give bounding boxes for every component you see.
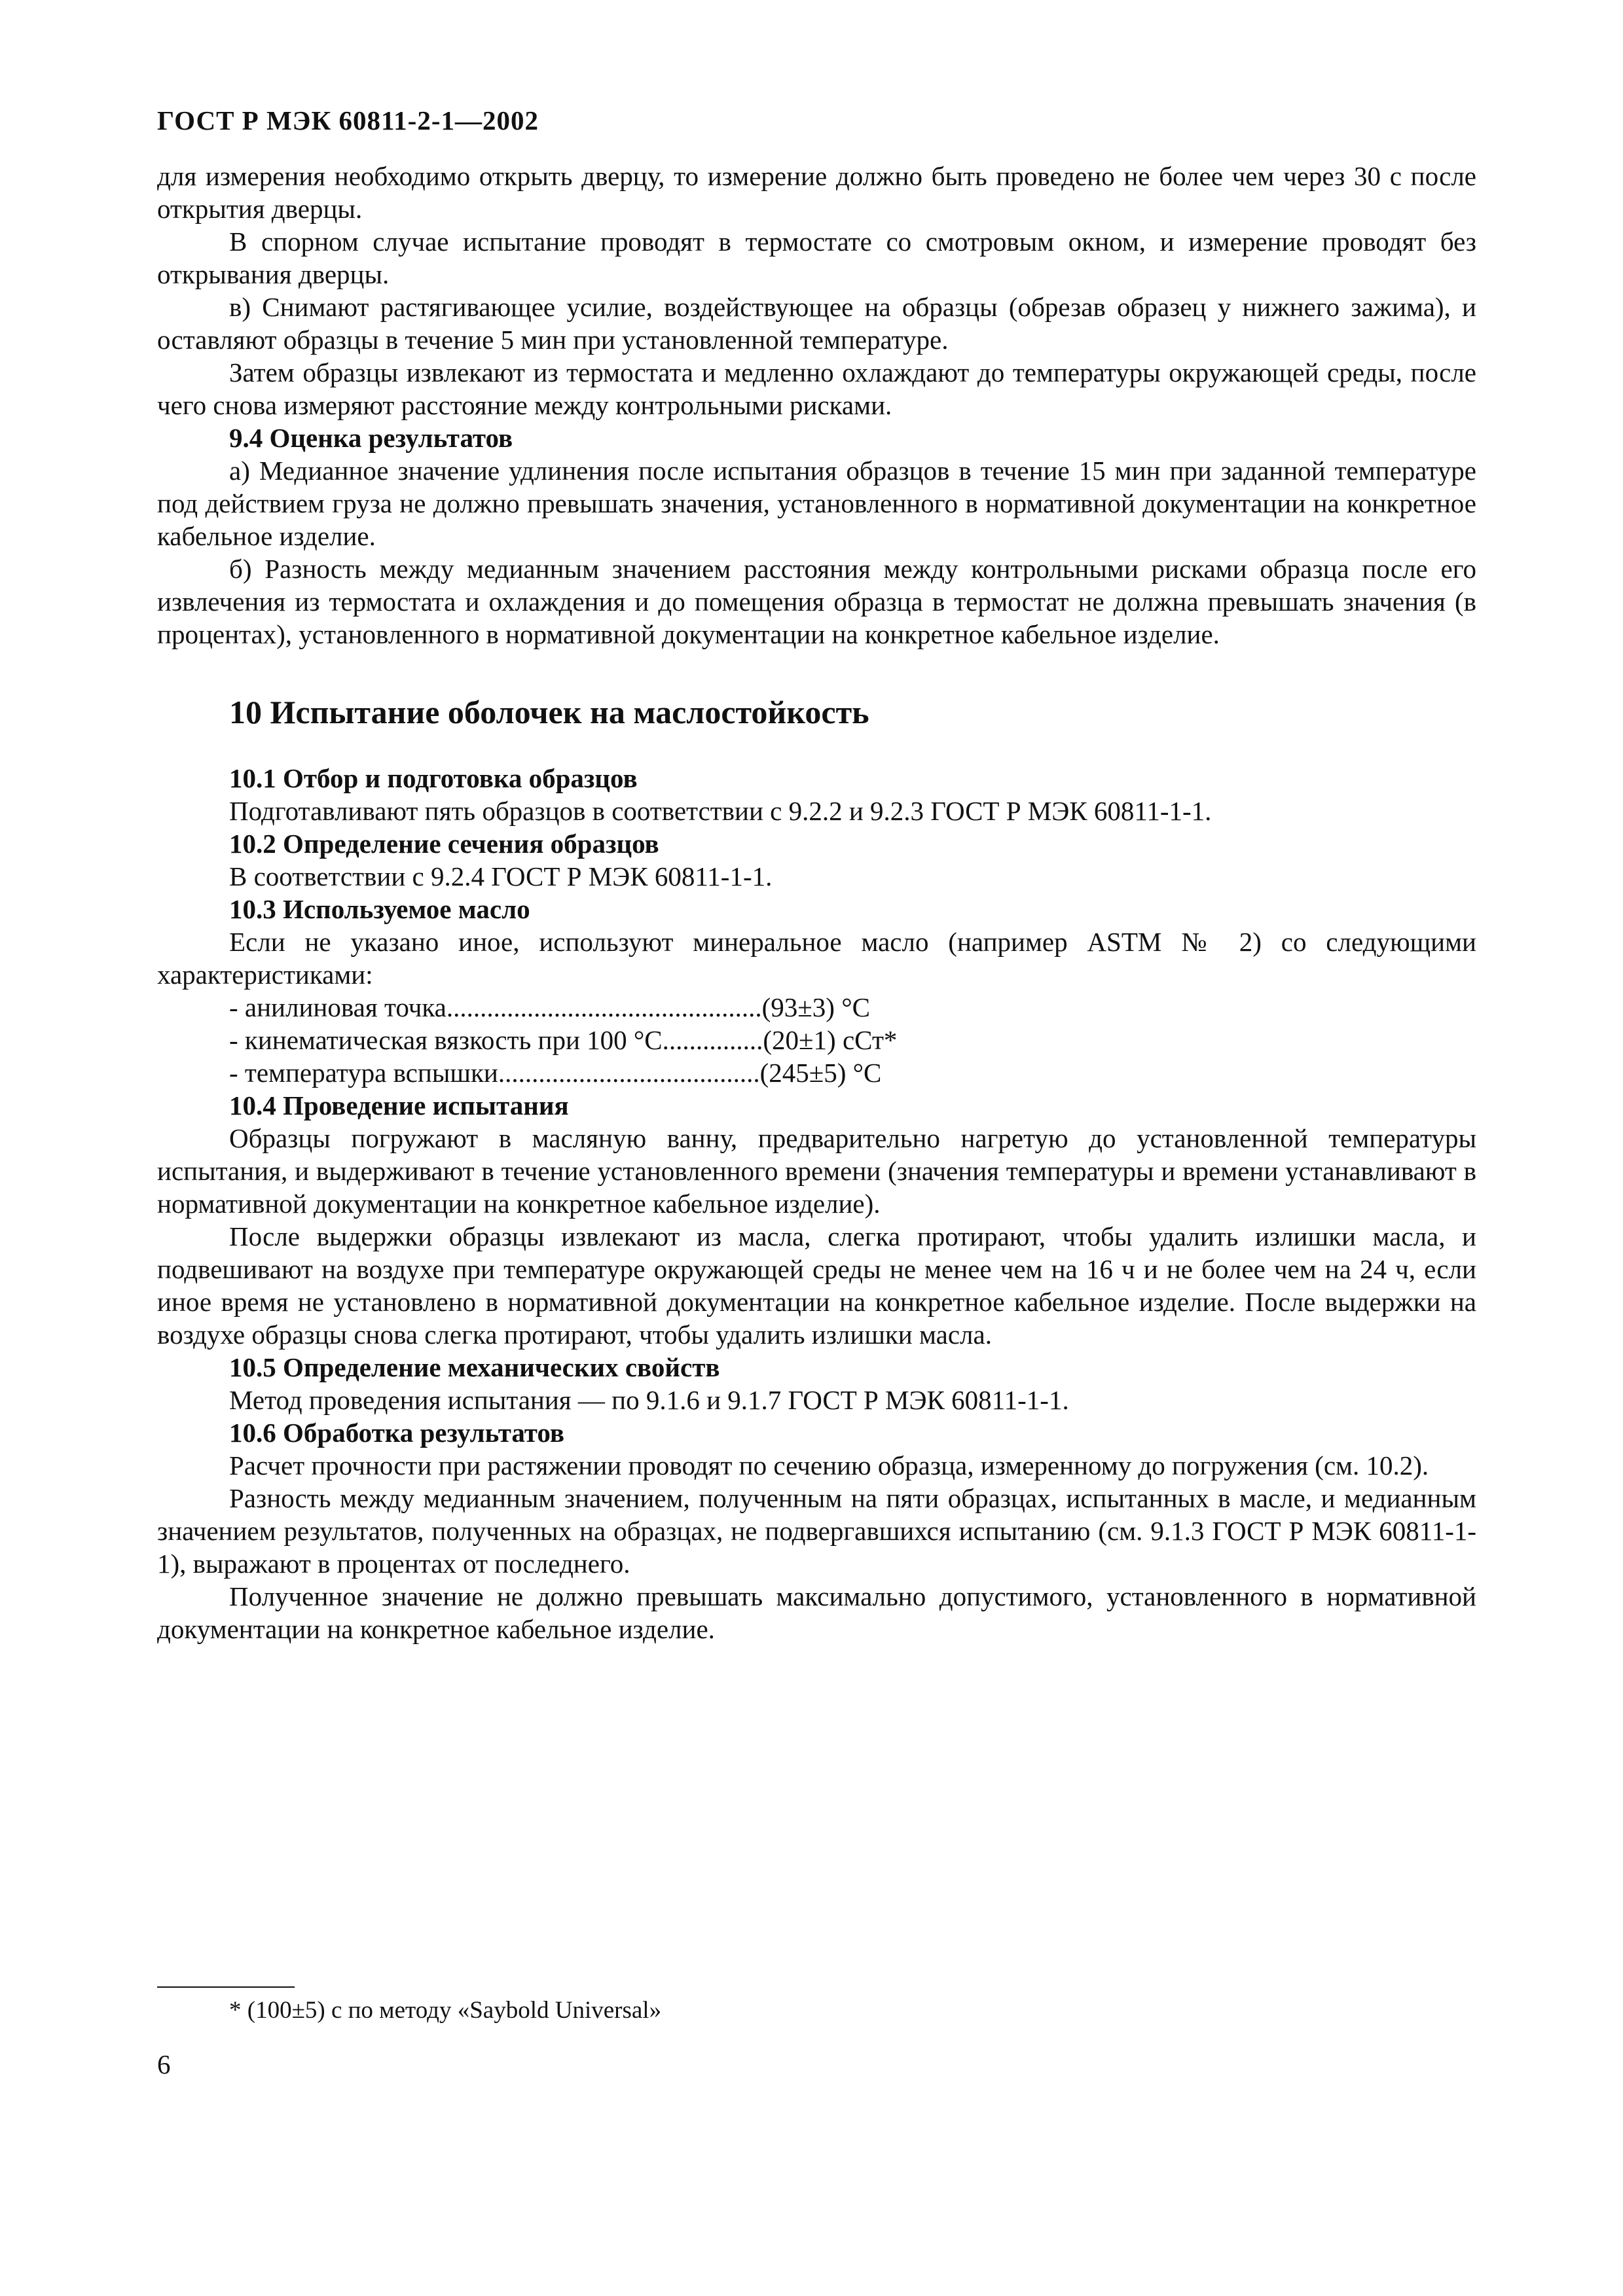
- paragraph: Метод проведения испытания — по 9.1.6 и 9.1.7 ГОСТ Р МЭК 60811-1-1.: [229, 1385, 1069, 1415]
- oil-property-row: [229, 991, 1476, 1024]
- oil-property-label: - температура вспышки: [229, 1058, 498, 1088]
- footnote: * (100±5) с по методу «Saybold Universal»: [229, 1997, 662, 2024]
- oil-property-value: (245±5) °С: [759, 1058, 882, 1088]
- section-10-part2: [157, 1089, 1476, 1645]
- paragraph: а) Медианное значение удлинения после испытания образцов в течение 15 мин при заданной температуре под действием груза не должно превышать значения, установленного в нормативной документации на конкретное кабельное изделие.: [157, 456, 1476, 551]
- paragraph: Если не указано иное, используют минеральное масло (например ASTM № 2) со следующими характеристиками:: [157, 927, 1476, 990]
- oil-property-dots: ...............: [662, 1025, 763, 1055]
- page-number: 6: [157, 2049, 171, 2079]
- subsection-heading: 10.4 Проведение испытания: [229, 1090, 569, 1121]
- subsection-heading: 10.6 Обработка результатов: [229, 1418, 565, 1448]
- document-header: ГОСТ Р МЭК 60811-2-1—2002: [157, 105, 539, 135]
- paragraph: В соответствии с 9.2.4 ГОСТ Р МЭК 60811-1-1.: [229, 861, 773, 891]
- paragraph: б) Разность между медианным значением расстояния между контрольными рисками образца после его извлечения из термостата и охлаждения и до помещения образца в термостат не должна превышать значения (в процентах), установленного в нормативной документации на конкретное кабельное изделие.: [157, 554, 1476, 649]
- oil-properties-list: [157, 991, 1476, 1089]
- paragraph: Образцы погружают в масляную ванну, предварительно нагретую до установленной температуры испытания, и выдерживают в течение установленного времени (значения температуры и времени устанавливают в нормативной документации на конкретное кабельное изделие).: [157, 1123, 1476, 1219]
- subsection-heading: 9.4 Оценка результатов: [229, 423, 513, 453]
- oil-property-label: - кинематическая вязкость при 100 °С: [229, 1025, 663, 1055]
- subsection-heading: 10.1 Отбор и подготовка образцов: [229, 763, 638, 793]
- paragraph: в) Снимают растягивающее усилие, воздействующее на образцы (обрезав образец у нижнего зажима), и оставляют образцы в течение 5 мин при установленной температуре.: [157, 292, 1476, 355]
- subsection-heading: 10.2 Определение сечения образцов: [229, 829, 659, 859]
- paragraph: Полученное значение не должно превышать максимально допустимого, установленного в нормативной документации на конкретное кабельное изделие.: [157, 1581, 1476, 1644]
- oil-property-row: [229, 1056, 1476, 1089]
- paragraph: Подготавливают пять образцов в соответствии с 9.2.2 и 9.2.3 ГОСТ Р МЭК 60811-1-1.: [229, 796, 1212, 826]
- paragraph: Разность между медианным значением, полученным на пяти образцах, испытанных в масле, и медианным значением результатов, полученных на образцах, не подвергавшихся испытанию (см. 9.1.3 ГОСТ Р МЭК 60811-1-1), выражают в процентах от последнего.: [157, 1483, 1476, 1579]
- document-page: [157, 105, 1476, 1645]
- subsection-heading: 10.3 Используемое масло: [229, 894, 530, 924]
- paragraph: Затем образцы извлекают из термостата и медленно охлаждают до температуры окружающей среды, после чего снова измеряют расстояние между контрольными рисками.: [157, 357, 1476, 420]
- oil-property-dots: .......................................: [498, 1058, 760, 1088]
- paragraph: для измерения необходимо открыть дверцу, то измерение должно быть проведено не более чем через 30 с после открытия дверцы.: [157, 161, 1476, 224]
- paragraph: Расчет прочности при растяжении проводят по сечению образца, измеренному до погружения (см. 10.2).: [229, 1450, 1429, 1480]
- oil-property-row: [229, 1024, 1476, 1056]
- oil-property-value: (20±1) сСт*: [763, 1025, 898, 1055]
- oil-property-label: - анилиновая точка: [229, 992, 447, 1022]
- paragraph: После выдержки образцы извлекают из масла, слегка протирают, чтобы удалить излишки масла, и подвешивают на воздухе при температуре окружающей среды не менее чем на 16 ч и не более чем на 24 ч, если иное время не установлено в нормативной документации на конкретное кабельное изделие. После выдержки на воздухе образцы снова слегка протирают, чтобы удалить излишки масла.: [157, 1221, 1476, 1350]
- footnote-rule: [157, 1986, 295, 1988]
- section-9-continuation: [157, 160, 1476, 651]
- section-title: 10 Испытание оболочек на маслостойкость: [229, 694, 869, 730]
- oil-property-value: (93±3) °С: [761, 992, 870, 1022]
- paragraph: В спорном случае испытание проводят в термостате со смотровым окном, и измерение проводят без открывания дверцы.: [157, 226, 1476, 289]
- oil-property-dots: ...............................................: [446, 992, 762, 1022]
- subsection-heading: 10.5 Определение механических свойств: [229, 1352, 720, 1382]
- section-10-part1: [157, 762, 1476, 991]
